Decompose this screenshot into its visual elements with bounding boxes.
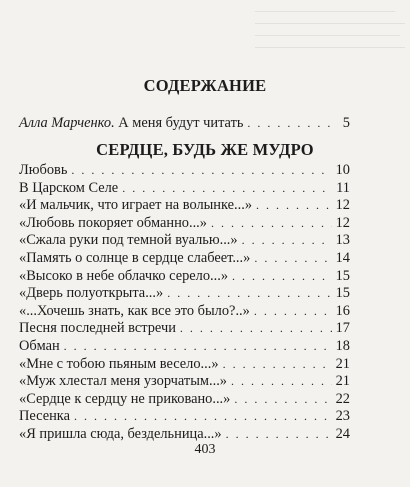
toc-entry[interactable] xyxy=(19,215,350,232)
toc-entry-page: 10 xyxy=(335,162,350,178)
toc-entry-page: 24 xyxy=(335,426,350,442)
dot-leader xyxy=(180,320,332,337)
toc-entry-author: Алла Марченко. xyxy=(19,115,115,131)
dot-leader xyxy=(247,115,332,132)
toc-entry-title: «...Хочешь знать, как все это было?..» xyxy=(19,302,250,319)
toc-entry-title: Песня последней встречи xyxy=(19,320,176,337)
toc-entry[interactable] xyxy=(19,303,350,320)
toc-entry-page: 11 xyxy=(336,179,350,196)
toc-entry[interactable] xyxy=(19,285,350,302)
toc-entry[interactable] xyxy=(19,391,350,408)
toc-entry[interactable] xyxy=(19,373,350,390)
dot-leader xyxy=(211,215,332,232)
toc-entry[interactable] xyxy=(19,162,350,179)
toc-entry-title: «Сердце к сердцу не приковано...» xyxy=(19,390,231,407)
toc-entry-page: 23 xyxy=(335,408,350,425)
toc-entry-intro[interactable] xyxy=(19,115,350,132)
page-number: 403 xyxy=(194,442,216,457)
toc-entry-title: Обман xyxy=(19,338,60,354)
dot-leader xyxy=(242,232,332,249)
toc-entry-title: «Я пришла сюда, бездельница...» xyxy=(19,426,222,442)
toc-entry-title: «Любовь покоряет обманно...» xyxy=(19,214,207,231)
toc-entry-page: 15 xyxy=(335,267,350,284)
dot-leader xyxy=(71,162,331,179)
toc-entry-page: 12 xyxy=(335,214,350,231)
toc-entry[interactable] xyxy=(19,197,350,214)
dot-leader xyxy=(234,391,331,408)
toc-entry-title: «Высоко в небе облачко серело...» xyxy=(19,267,229,284)
toc-entry-title-text: А меня будут читать xyxy=(118,115,244,131)
toc-entry-title: «Дверь полуоткрыта...» xyxy=(19,285,164,302)
dot-leader xyxy=(232,268,332,285)
dot-leader xyxy=(64,338,332,355)
toc-entry-page: 17 xyxy=(335,320,350,337)
toc-entry-page: 21 xyxy=(335,373,350,390)
dot-leader xyxy=(223,356,332,373)
toc-entry-title: Любовь xyxy=(19,162,68,178)
toc-entry[interactable] xyxy=(19,268,350,285)
dot-leader xyxy=(254,303,332,320)
toc-entry[interactable] xyxy=(19,320,350,337)
toc-entry-title: В Царском Селе xyxy=(19,179,119,196)
toc-entry[interactable] xyxy=(19,180,350,197)
dot-leader xyxy=(74,408,332,425)
toc-entry-page: 5 xyxy=(342,115,350,131)
toc-entry-page: 21 xyxy=(335,355,350,372)
toc-entry-title: «Память о солнце в сердце слабеет...» xyxy=(19,250,251,266)
toc-entry-page: 13 xyxy=(335,232,350,249)
toc-entry-page: 18 xyxy=(335,338,350,354)
toc-entry-page: 16 xyxy=(335,302,350,319)
toc-entry-page: 22 xyxy=(335,390,350,407)
section-heading: СЕРДЦЕ, БУДЬ ЖЕ МУДРО xyxy=(96,140,314,159)
toc-entry-title: «Мне с тобою пьяным весело...» xyxy=(19,355,219,372)
contents-heading: СОДЕРЖАНИЕ xyxy=(143,76,267,95)
dot-leader xyxy=(122,180,332,197)
dot-leader xyxy=(254,250,331,267)
toc-entry[interactable] xyxy=(19,232,350,249)
toc-entry-title: «И мальчик, что играет на волынке...» xyxy=(19,197,253,214)
toc-entry[interactable] xyxy=(19,250,350,267)
toc-entry-title: «Муж хлестал меня узорчатым...» xyxy=(19,373,227,390)
toc-entry-title xyxy=(19,115,243,132)
dot-leader xyxy=(226,426,332,443)
toc-entry[interactable] xyxy=(19,426,350,443)
toc-entry-title: «Сжала руки под темной вуалью...» xyxy=(19,232,238,249)
dot-leader xyxy=(167,285,331,302)
dot-leader xyxy=(231,373,332,390)
toc-entry[interactable] xyxy=(19,338,350,355)
dot-leader xyxy=(256,197,332,214)
toc-entry[interactable] xyxy=(19,408,350,425)
toc-entry-page: 14 xyxy=(335,250,350,266)
toc-entry-title: Песенка xyxy=(19,408,70,425)
toc-entry-page: 12 xyxy=(335,197,350,214)
toc-entry-page: 15 xyxy=(335,285,350,302)
toc-entry[interactable] xyxy=(19,356,350,373)
